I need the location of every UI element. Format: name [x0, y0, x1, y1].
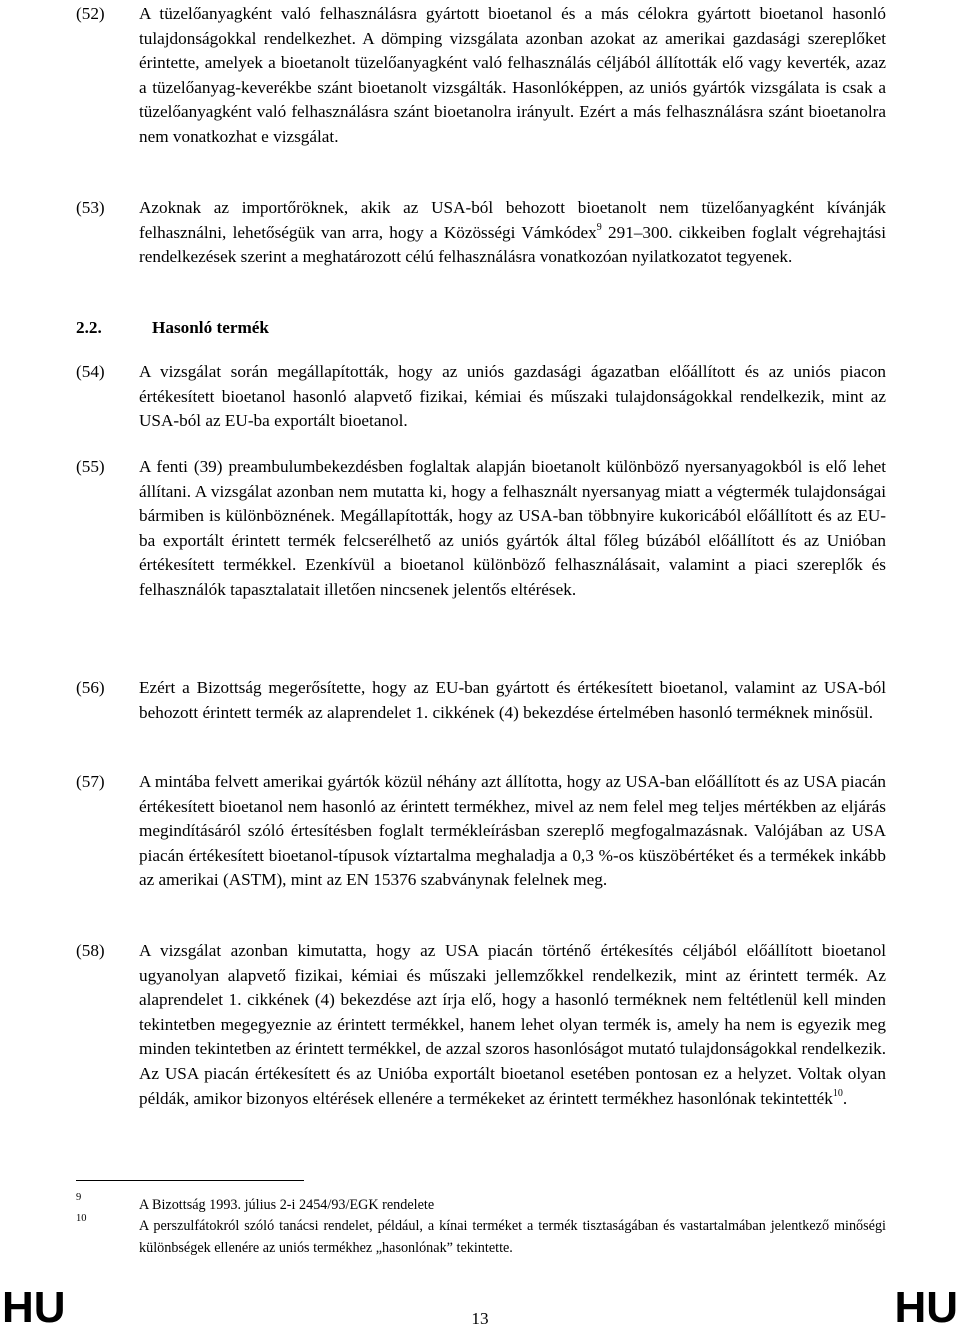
- paragraph-53: [76, 196, 886, 270]
- section-heading: [76, 316, 886, 341]
- page-number: 13: [471, 1309, 489, 1328]
- language-code-left: HU: [2, 1283, 66, 1332]
- paragraph-number: (58): [76, 941, 105, 960]
- footnote-10: [76, 1213, 886, 1259]
- footnote-9: [76, 1192, 886, 1217]
- paragraph-number: (54): [76, 362, 105, 381]
- footnote-number: 9: [76, 1192, 82, 1203]
- section-title: Hasonló termék: [152, 318, 269, 337]
- paragraph-text: A tüzelőanyagként való felhasználásra gyártott bioetanol és a más célokra gyártott bioetanol hasonló tulajdonságokkal rendelkezhet. A dömping vizsgálata azonban azokat az amerikai gazdasági szereplőket érintette, amelyek a bioetanolt tüzelőanyagként való felhasználás céljából állították elő vagy keverték, azaz a tüzelőanyag-keverékbe szánt bioetanolt vizsgálták. Hasonlóképpen, az uniós gyártók vizsgálata is csak a tüzelőanyagként való felhasználásra szánt bioetanolra irányult. Ezért a más felhasználásra szánt bioetanolra nem vonatkozhat e vizsgálat.: [139, 4, 886, 146]
- paragraph-text-part: Azoknak az importőröknek, akik az USA-ból behozott bioetanolt nem tüzelőanyagként kívánják felhasználni, lehetőségük van arra, hogy a Közösségi Vámkódex: [139, 198, 886, 242]
- footnote-separator: [76, 1180, 304, 1181]
- paragraph-number: (56): [76, 678, 105, 697]
- footnote-text: A Bizottság 1993. július 2-i 2454/93/EGK rendelete: [139, 1197, 435, 1213]
- paragraph-text-part: A vizsgálat azonban kimutatta, hogy az USA piacán történő értékesítés céljából előállított bioetanol ugyanolyan alapvető fizikai, kémiai és műszaki jellemzőkkel rendelkezik, mint az érintett termék. Az alaprendelet 1. cikkének (4) bekezdése azt írja elő, hogy a hasonló terméknek nem feltétlenül kell minden tekintetben megegyeznie az érintett termékkel, hanem lehet olyan termék is, amely ha nem is egyezik meg minden tekintetben az érintett termékkel, de azzal szoros hasonlóságot mutató tulajdonságokkal rendelkezik. Az USA piacán értékesített és az Unióba exportált bioetanol esetében pontosan ez a helyzet. Voltak olyan példák, amikor bizonyos eltérések ellenére a termékeket az érintett termékhez hasonlónak tekintették: [139, 941, 886, 1108]
- footnote-reference[interactable]: 9: [596, 221, 602, 233]
- paragraph-number: (52): [76, 4, 105, 23]
- paragraph-58: [76, 939, 886, 1111]
- paragraph-54: [76, 360, 886, 434]
- paragraph-text: Ezért a Bizottság megerősítette, hogy az EU-ban gyártott és értékesített bioetanol, valamint az USA-ból behozott érintett termék az alaprendelet 1. cikkének (4) bekezdése értelmében hasonló terméknek minősül.: [139, 678, 886, 722]
- paragraph-55: [76, 455, 886, 603]
- paragraph-text: A mintába felvett amerikai gyártók közül néhány azt állította, hogy az USA-ban előállított és az USA piacán értékesített bioetanol nem hasonló az érintett termékhez, mivel az nem felel meg teljes mértékben az eljárás megindításáról szóló értesítésben foglalt termékleírásban szereplő megfogalmazásnak. Valójában az USA piacán értékesített bioetanol-típusok víztartalma meghaladja a 0,3 %-os küszöbértéket és a termékek inkább az amerikai (ASTM), mint az EN 15376 szabványnak felelnek meg.: [139, 772, 886, 890]
- paragraph-56: [76, 676, 886, 725]
- paragraph-text-part: 291–300. cikkeiben foglalt végrehajtási rendelkezések szerint a meghatározott célú felhasználásra vonatkozóan nyilatkozatot tegyenek.: [139, 222, 886, 267]
- paragraph-text: [139, 196, 886, 270]
- section-number: 2.2.: [76, 318, 102, 337]
- paragraph-number: (57): [76, 772, 105, 791]
- footnote-reference[interactable]: 10: [832, 1087, 843, 1099]
- paragraph-52: [76, 2, 886, 150]
- footnote-number: 10: [76, 1213, 87, 1224]
- footnote-text: A perszulfátokról szóló tanácsi rendelet, például, a kínai terméket a termék tisztaságában és vastartalmában jelentkező minőségi különbségek ellenére az uniós termékhez „hasonlónak” tekintette.: [139, 1218, 886, 1256]
- paragraph-text: A fenti (39) preambulumbekezdésben foglaltak alapján bioetanolt különböző nyersanyagokból is elő lehet állítani. A vizsgálat azonban nem mutatta ki, hogy a felhasznált nyersanyag miatt a végtermék tulajdonságai bármiben is különböznének. Megállapították, hogy az USA-ban többnyire kukoricából előállított és az EU-ba exportált érintett termék felcserélhető az uniós gyártók által főleg búzából előállított és az Unióban értékesített termékkel. Ezenkívül a bioetanol különböző felhasználásait, valamint a piaci szereplők és felhasználók tapasztalatait illetően nincsenek jelentős eltérések.: [139, 457, 886, 599]
- paragraph-number: (53): [76, 198, 105, 217]
- paragraph-number: (55): [76, 457, 105, 476]
- language-code-right: HU: [894, 1283, 958, 1332]
- paragraph-text: [139, 939, 886, 1111]
- paragraph-57: [76, 770, 886, 893]
- paragraph-text-part: .: [842, 1088, 848, 1108]
- paragraph-text: A vizsgálat során megállapították, hogy az uniós gazdasági ágazatban előállított és az uniós piacon értékesített bioetanol hasonló alapvető fizikai, kémiai és műszaki tulajdonságokkal rendelkezik, mint az USA-ból az EU-ba exportált bioetanol.: [139, 362, 886, 431]
